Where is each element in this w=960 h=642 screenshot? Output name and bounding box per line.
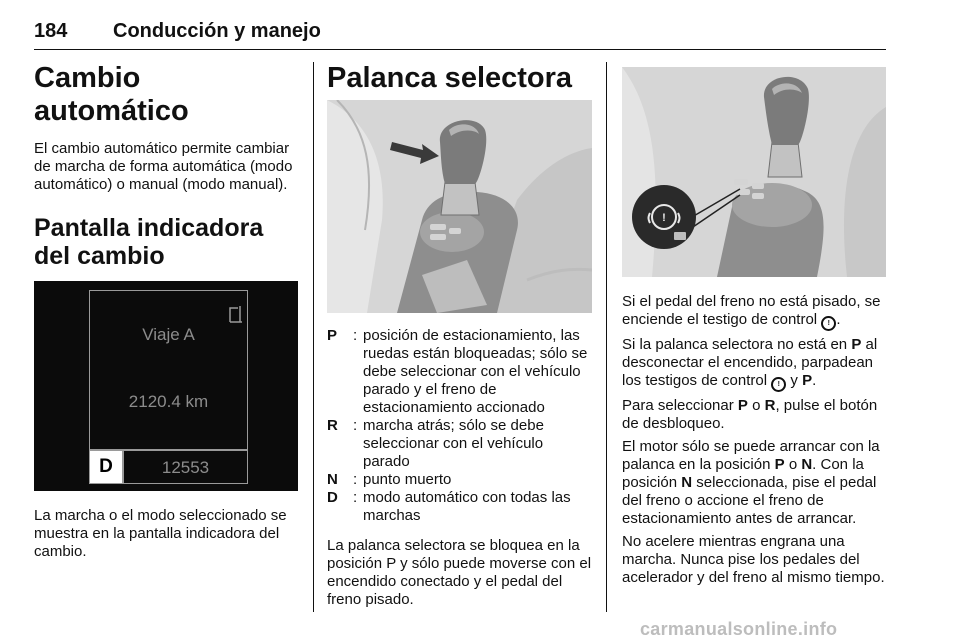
text-run: , pulse el botón de desbloqueo. [622,397,878,432]
text-run: . Con la posición [622,456,864,491]
key-p: P [774,456,785,473]
section-heading: Cambio automático [34,62,189,128]
brake-warning-text: Si el pedal del freno no está pisado, se enciende el testigo de control ! . [622,293,886,331]
column-divider-1 [313,62,314,612]
selector-heading: Palanca selectora [327,62,573,94]
key-separator: : [353,327,358,345]
selected-gear: D [99,456,113,478]
engine-start-text [622,438,886,528]
position-description: posición de estacionamiento, las ruedas están bloqueadas; sólo se debe seleccionar con el vehículo parado y el freno de estacionamiento accionado [363,327,588,417]
list-item [327,417,592,471]
header-rule [34,49,886,50]
unlock-button-illustration [622,67,886,277]
key-r: R [764,397,776,414]
key-separator: : [353,471,358,489]
display-caption: La marcha o el modo seleccionado se muestra en la pantalla indicadora del cambio. [34,507,287,561]
text-run: al desconectar el encendido, parpadean los testigos de control [622,336,878,389]
right-column [622,62,886,587]
position-description: modo automático con todas las marchas [363,489,571,525]
text-run: o [788,456,798,473]
key-n: N [801,456,813,473]
position-key: N [327,471,338,489]
trip-page-icon [229,305,243,323]
display-frame [89,290,248,484]
svg-text:!: ! [662,212,666,224]
list-item [327,471,592,489]
key-separator: : [353,417,358,435]
text-run: Para seleccionar [622,397,734,414]
acceleration-warning-text: No acelere mientras engrana una marcha. Nunca pise los pedales del acelerador y del freno al mismo tiempo. [622,533,885,586]
key-n: N [681,474,693,491]
text-run: Si el pedal del freno no está pisado, se enciende el testigo de control [622,293,881,328]
lock-note: La palanca selectora se bloquea en la posición P y sólo puede moverse con el encendido conectado y el pedal del freno pisado. [327,537,592,609]
position-list [327,327,592,525]
page-header [34,13,886,47]
lever-closeup-image [622,67,886,277]
gear-indicator-display [34,281,298,491]
intro-text: El cambio automático permite cambiar de marcha de forma automática (modo automático) o manual (modo manual). [34,139,293,193]
page-number: 184 [34,20,68,42]
text-run: y [790,372,798,389]
brake-control-indicator-icon: ! [771,377,786,392]
unlock-button-text [622,397,886,433]
trip-label: Viaje A [142,325,195,345]
position-key: P [327,327,338,345]
gear-lever-image [327,100,592,313]
text-run: seleccionada, pise el pedal del freno o accione el freno de estacionamiento antes de arrancar. [622,474,877,527]
odometer-value: 12553 [161,458,210,478]
list-item [327,489,592,525]
page-title: Conducción y manejo [113,20,321,42]
selector-lever-illustration [327,100,592,313]
subsection-heading: Pantalla indicadora del cambio [34,213,264,271]
left-column [34,62,298,561]
brake-control-indicator-icon: ! [821,316,836,331]
middle-column [327,62,592,609]
position-key: R [327,417,338,435]
watermark: carmanualsonline.info [640,619,838,639]
position-key: D [327,489,338,507]
text-run: o [752,397,761,414]
text-run: El motor sólo se puede arrancar con la palanca en la posición [622,438,880,473]
lever-position-warning-text: Si la palanca selectora no está en P al desconectar el encendido, parpadean los testigos de control ! y P. [622,336,886,392]
key-p: P [802,372,813,389]
position-description: marcha atrás; sólo se debe seleccionar con el vehículo parado [363,417,544,471]
text-run: Si la palanca selectora no está en [622,336,848,353]
column-divider-2 [606,62,607,612]
key-separator: : [353,489,358,507]
trip-distance: 2120.4 km [128,392,209,412]
key-p: P [851,336,862,353]
key-p: P [737,397,748,414]
list-item [327,327,592,417]
position-description: punto muerto [363,471,452,489]
